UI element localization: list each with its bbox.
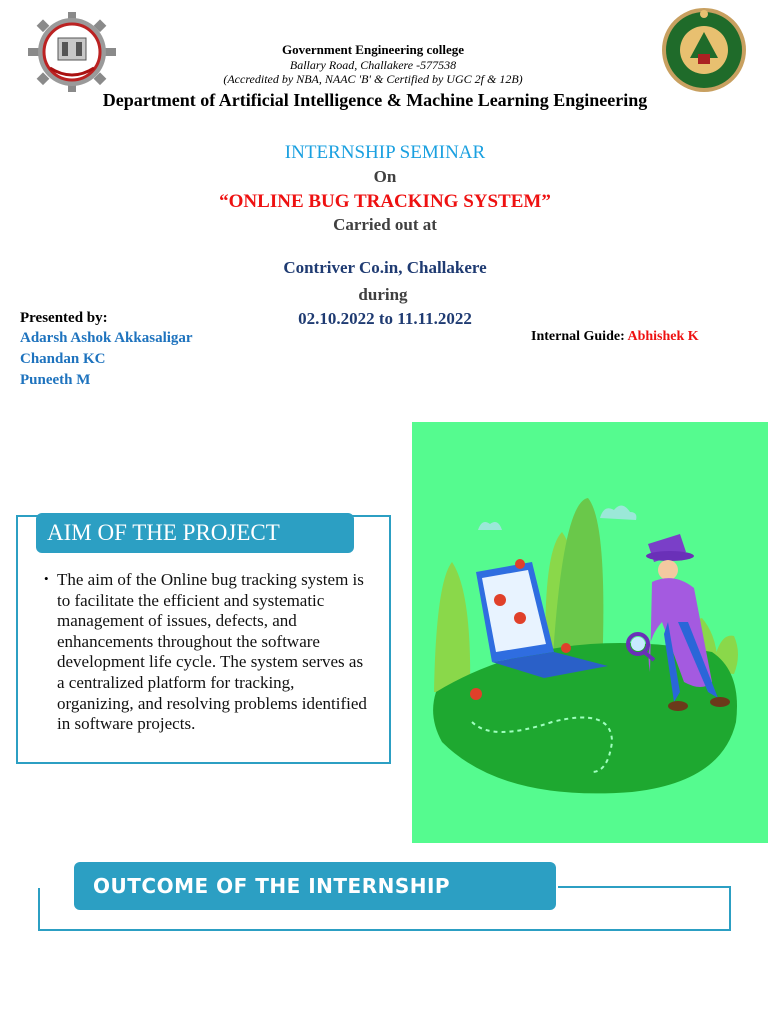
college-address: Ballary Road, Challakere -577538 <box>289 58 457 72</box>
accreditation-note: (Accredited by NBA, NAAC 'B' & Certified by UGC 2f & 12B) <box>223 72 523 86</box>
company-name: Contriver Co.in, Challakere <box>283 258 487 277</box>
aim-heading: AIM OF THE PROJECT <box>36 513 354 553</box>
presented-by-label: Presented by: <box>20 310 108 326</box>
presenter-name: Adarsh Ashok Akkasaligar <box>20 330 193 346</box>
presenter-name: Puneeth M <box>20 372 91 388</box>
internship-dates: 02.10.2022 to 11.11.2022 <box>298 309 472 328</box>
outcome-heading: OUTCOME OF THE INTERNSHIP <box>74 862 556 910</box>
internal-guide-name: Abhishek K <box>627 329 699 344</box>
bug-tracking-illustration <box>412 422 768 843</box>
bullet-icon: • <box>44 571 49 586</box>
presenter-name: Chandan KC <box>20 351 106 367</box>
aim-text: The aim of the Online bug tracking system is to facilitate the efficient and systematic management of issues, defects, and enhancements throughout the software development life cycle. The system serves as a centralized platform for tracking, organizing, and resolving problems identified in software projects. <box>57 570 367 734</box>
seminar-title: INTERNSHIP SEMINAR <box>284 142 486 163</box>
project-title: “ONLINE BUG TRACKING SYSTEM” <box>219 191 551 212</box>
on-label: On <box>373 167 397 186</box>
internal-guide <box>531 329 699 345</box>
department-title: Department of Artificial Intelligence & Machine Learning Engineering <box>102 90 648 110</box>
college-name: Government Engineering college <box>282 42 464 57</box>
internal-guide-label: Internal Guide: <box>531 329 625 344</box>
carried-out-label: Carried out at <box>333 215 437 234</box>
during-label: during <box>358 285 408 304</box>
